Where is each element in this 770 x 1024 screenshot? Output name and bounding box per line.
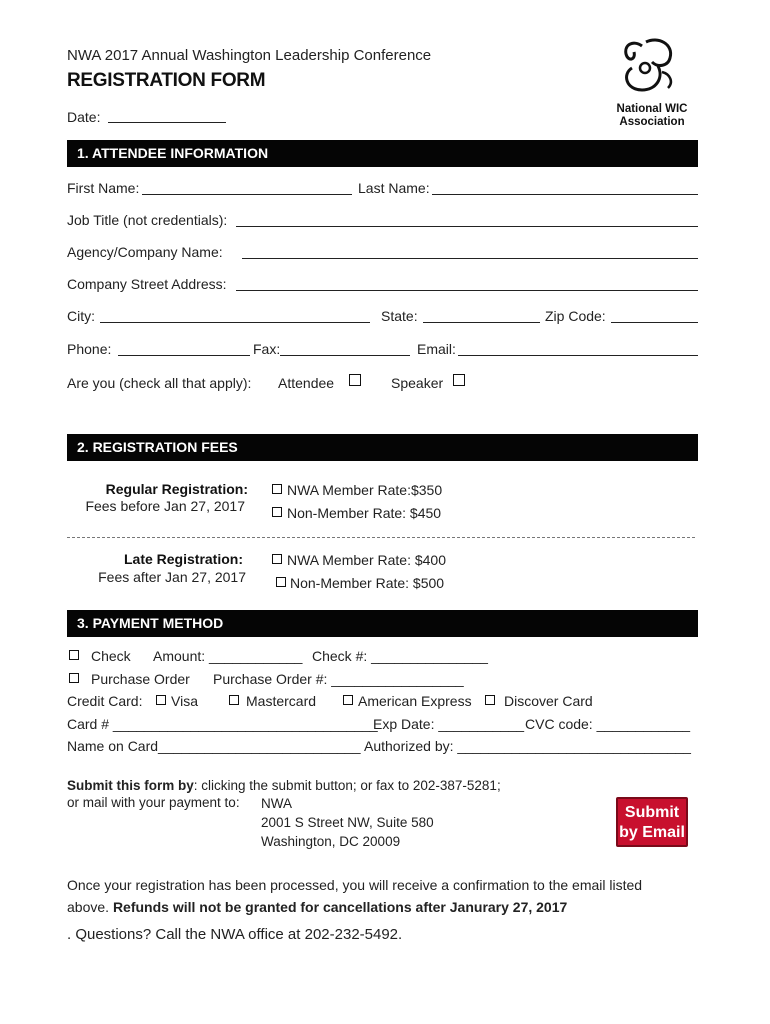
regular-member-checkbox[interactable] (272, 484, 282, 494)
po-number-field[interactable]: Purchase Order #: _________________ (213, 671, 464, 687)
discover-checkbox[interactable] (485, 695, 495, 705)
card-number-field[interactable]: Card # __________________________________ (67, 716, 378, 732)
logo-line-1: National WIC (616, 103, 688, 115)
submit-by-email-button[interactable] (616, 797, 688, 847)
section-payment-header: 3. PAYMENT METHOD (67, 610, 698, 637)
role-question: Are you (check all that apply): (67, 375, 252, 391)
fees-divider (67, 537, 695, 538)
submit-instructions-bold: Submit this form by (67, 778, 194, 793)
phone-field[interactable] (118, 355, 250, 356)
amex-checkbox[interactable] (343, 695, 353, 705)
questions-line: . Questions? Call the NWA office at 202-232-5492. (67, 926, 403, 943)
page-title: REGISTRATION FORM (67, 70, 266, 91)
first-name-field[interactable] (142, 194, 352, 195)
email-label: Email: (417, 341, 456, 357)
nwa-logo-icon (612, 34, 692, 96)
check-checkbox[interactable] (69, 650, 79, 660)
date-field[interactable] (108, 122, 226, 123)
attendee-checkbox[interactable] (349, 374, 361, 386)
city-field[interactable] (100, 322, 370, 323)
submit-instructions-rest: : clicking the submit button; or fax to 202-387-5281; (193, 778, 501, 793)
job-title-label: Job Title (not credentials): (67, 212, 228, 228)
logo-text (612, 103, 692, 129)
state-field[interactable] (423, 322, 540, 323)
late-nonmember-rate: Non-Member Rate: $500 (290, 575, 445, 591)
job-title-field[interactable] (236, 226, 698, 227)
address-label: Company Street Address: (67, 276, 227, 292)
credit-card-label: Credit Card: (67, 693, 143, 709)
submit-instructions (67, 778, 501, 793)
name-on-card-field[interactable]: Name on Card__________________________ (67, 738, 361, 754)
address-field[interactable] (236, 290, 698, 291)
confirmation-line: Once your registration has been processed, you will receive a confirmation to the email listed (67, 877, 643, 893)
regular-subtitle: Fees before Jan 27, 2017 (85, 498, 245, 514)
city-label: City: (67, 308, 95, 324)
discover-label: Discover Card (504, 693, 593, 709)
speaker-label: Speaker (391, 375, 444, 391)
fax-field[interactable] (280, 355, 410, 356)
attendee-label: Attendee (278, 375, 335, 391)
conference-title: NWA 2017 Annual Washington Leadership Conference (67, 47, 432, 64)
amex-label: American Express (358, 693, 472, 709)
regular-title: Regular Registration: (105, 481, 248, 497)
zip-field[interactable] (611, 322, 698, 323)
state-label: State: (381, 308, 418, 324)
section-attendee-header: 1. ATTENDEE INFORMATION (67, 140, 698, 167)
mastercard-checkbox[interactable] (229, 695, 239, 705)
phone-label: Phone: (67, 341, 112, 357)
submit-button-line-1: Submit (624, 804, 680, 821)
mail-address-2: 2001 S Street NW, Suite 580 (261, 815, 434, 830)
submit-button-line-2: by Email (619, 824, 685, 841)
email-field[interactable] (458, 355, 698, 356)
late-title: Late Registration: (123, 551, 243, 567)
late-nonmember-checkbox[interactable] (276, 577, 286, 587)
logo-line-2: Association (619, 116, 685, 128)
visa-checkbox[interactable] (156, 695, 166, 705)
regular-nonmember-checkbox[interactable] (272, 507, 282, 517)
mail-address-1: NWA (261, 796, 292, 811)
regular-nonmember-rate: Non-Member Rate: $450 (287, 505, 442, 521)
mail-line: or mail with your payment to: (67, 795, 240, 810)
last-name-label: Last Name: (358, 180, 430, 196)
speaker-checkbox[interactable] (453, 374, 465, 386)
date-label: Date: (67, 109, 101, 125)
agency-label: Agency/Company Name: (67, 244, 223, 260)
mail-address-3: Washington, DC 20009 (261, 834, 401, 849)
po-label: Purchase Order (91, 671, 190, 687)
refund-pre: above. (67, 899, 110, 915)
po-checkbox[interactable] (69, 673, 79, 683)
refund-policy: Refunds will not be granted for cancellations after Janurary 27, 2017 (112, 899, 568, 915)
amount-field[interactable]: Amount: ____________ (153, 648, 303, 664)
check-label: Check (91, 648, 131, 664)
regular-member-rate: NWA Member Rate:$350 (287, 482, 443, 498)
refund-line (67, 899, 567, 915)
late-member-checkbox[interactable] (272, 554, 282, 564)
check-number-field[interactable]: Check #: _______________ (312, 648, 488, 664)
cvc-field[interactable]: CVC code: ____________ (525, 716, 691, 732)
last-name-field[interactable] (432, 194, 698, 195)
mastercard-label: Mastercard (246, 693, 317, 709)
late-subtitle: Fees after Jan 27, 2017 (98, 569, 246, 585)
fax-label: Fax: (253, 341, 281, 357)
first-name-label: First Name: (67, 180, 140, 196)
agency-field[interactable] (242, 258, 698, 259)
visa-label: Visa (171, 693, 198, 709)
late-member-rate: NWA Member Rate: $400 (287, 552, 446, 568)
authorized-field[interactable]: Authorized by: ______________________________ (364, 738, 691, 754)
exp-date-field[interactable]: Exp Date: ___________ (373, 716, 525, 732)
zip-label: Zip Code: (545, 308, 606, 324)
section-fees-header: 2. REGISTRATION FEES (67, 434, 698, 461)
